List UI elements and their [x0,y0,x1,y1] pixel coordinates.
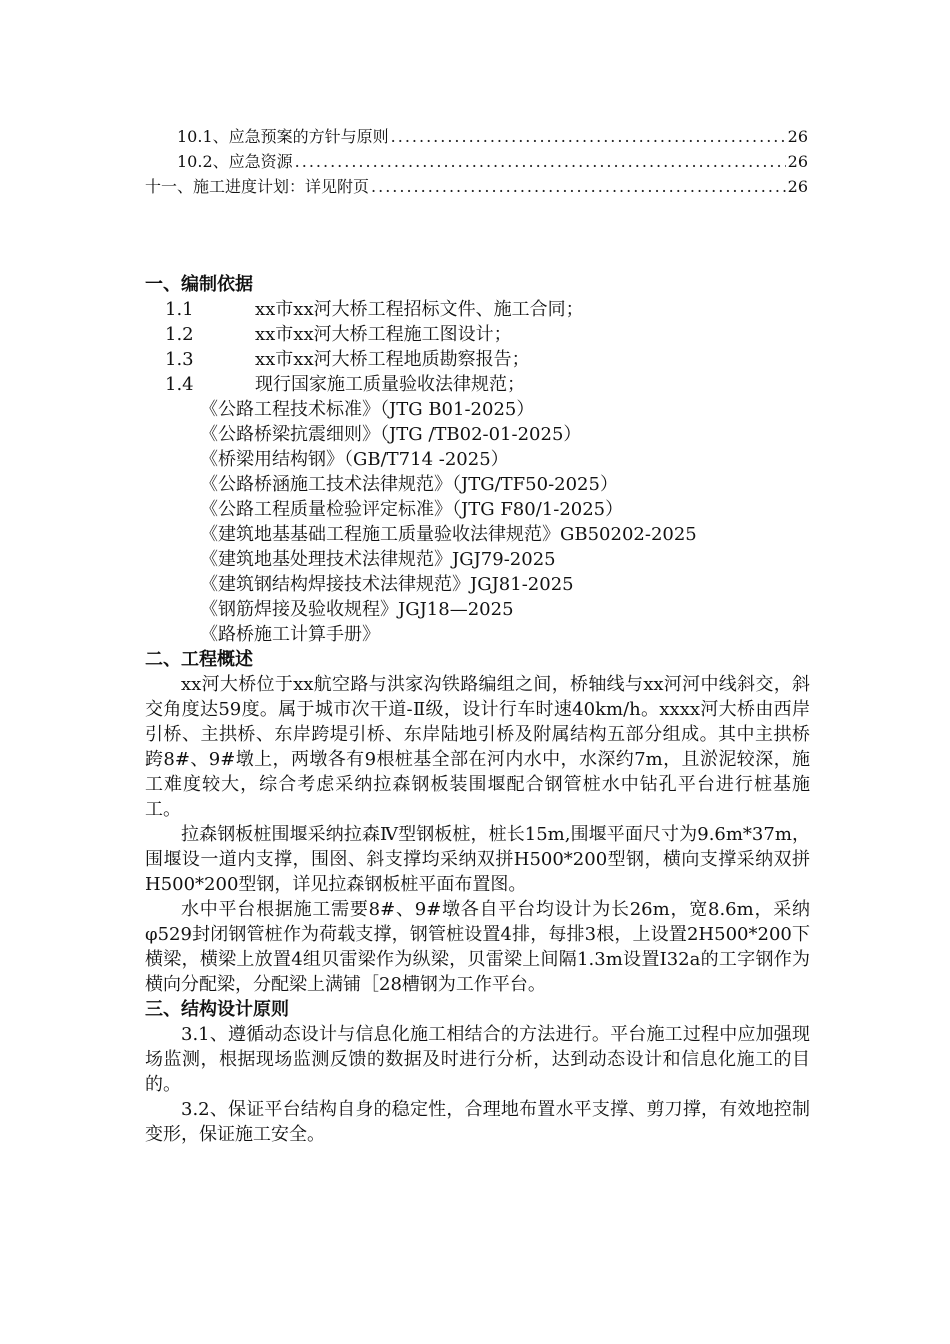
basis-item-number: 1.2 [165,324,194,345]
basis-item-number: 1.3 [165,349,194,370]
toc-entry-label: 10.2、应急资源 [177,152,293,171]
basis-item [145,347,810,372]
section-heading-design-principles: 三、结构设计原则 [145,999,289,1020]
toc-entry-page: 26 [787,152,808,171]
principle-paragraph: 3.1、遵循动态设计与信息化施工相结合的方法进行。平台施工过程中应加强现场监测，根据现场监测反馈的数据及时进行分析，达到动态设计和信息化施工的目的。 [145,1024,810,1095]
toc-entry[interactable] [145,149,808,174]
toc-entry[interactable] [145,124,808,149]
overview-paragraph: xx河大桥位于xx航空路与洪家沟铁路编组之间，桥轴线与xx河河中线斜交，斜交角度达59度。属于城市次干道-Ⅱ级，设计行车时速40km/h。xxxx河大桥由西岸引桥、主拱桥、东岸跨堤引桥、东岸陆地引桥及附属结构五部分组成。其中主拱桥跨8#、9#墩上，两墩各有9根桩基全部在河内水中，水深约7m，且淤泥较深，施工难度较大，综合考虑采纳拉森钢板装围堰配合钢管桩水中钻孔平台进行桩基施工。 [145,674,810,820]
toc-entry-page: 26 [787,177,808,196]
basis-item-text: 现行国家施工质量验收法律规范； [255,374,525,395]
basis-item-text: xx市xx河大桥工程施工图设计； [255,324,512,345]
standard-reference: 《建筑钢结构焊接技术法律规范》JGJ81-2025 [200,574,574,595]
standard-reference: 《公路桥梁抗震细则》（JTG /TB02-01-2025） [200,424,582,445]
basis-item-number: 1.4 [165,374,194,395]
standard-reference: 《桥梁用结构钢》（GB/T714 -2025） [200,449,509,470]
basis-item-text: xx市xx河大桥工程招标文件、施工合同； [255,299,584,320]
standard-reference: 《建筑地基处理技术法律规范》JGJ79-2025 [200,549,556,570]
toc-leader-dots [295,149,786,174]
toc-entry-label: 10.1、应急预案的方针与原则 [177,127,389,146]
section-heading-overview: 二、工程概述 [145,649,253,670]
section-heading-basis: 一、编制依据 [145,274,253,295]
basis-item-number: 1.1 [165,299,194,320]
document-body [145,272,810,1147]
standard-reference: 《公路工程质量检验评定标准》（JTG F80/1-2025） [200,499,624,520]
table-of-contents [145,124,808,199]
standard-reference: 《钢筋焊接及验收规程》JGJ18—2025 [200,599,514,620]
toc-leader-dots [371,174,786,199]
toc-entry-label: 十一、施工进度计划：详见附页 [145,177,370,196]
basis-item [145,372,810,397]
toc-leader-dots [391,124,786,149]
basis-item-text: xx市xx河大桥工程地质勘察报告； [255,349,530,370]
overview-paragraph: 水中平台根据施工需要8#、9#墩各自平台均设计为长26m，宽8.6m，采纳φ529封闭钢管桩作为荷载支撑，钢管桩设置4排，每排3根，上设置2H500*200下横梁，横梁上放置4组贝雷梁作为纵梁，贝雷梁上间隔1.3m设置I32a的工字钢作为横向分配梁，分配梁上满铺［28槽钢为工作平台。 [145,899,810,995]
toc-entry-page: 26 [787,127,808,146]
toc-entry[interactable] [145,174,808,199]
basis-item [145,322,810,347]
standard-reference: 《建筑地基基础工程施工质量验收法律规范》GB50202-2025 [200,524,697,545]
standard-reference: 《公路工程技术标准》（JTG B01-2025） [200,399,535,420]
standard-reference: 《公路桥涵施工技术法律规范》（JTG/TF50-2025） [200,474,618,495]
standard-reference: 《路桥施工计算手册》 [200,624,380,645]
overview-paragraph: 拉森钢板桩围堰采纳拉森Ⅳ型钢板桩，桩长15m,围堰平面尺寸为9.6m*37m，围堰设一道内支撑，围囹、斜支撑均采纳双拼H500*200型钢，横向支撑采纳双拼H500*200型钢，详见拉森钢板桩平面布置图。 [145,824,810,895]
principle-paragraph: 3.2、保证平台结构自身的稳定性，合理地布置水平支撑、剪刀撑，有效地控制变形，保证施工安全。 [145,1099,810,1145]
basis-item [145,297,810,322]
